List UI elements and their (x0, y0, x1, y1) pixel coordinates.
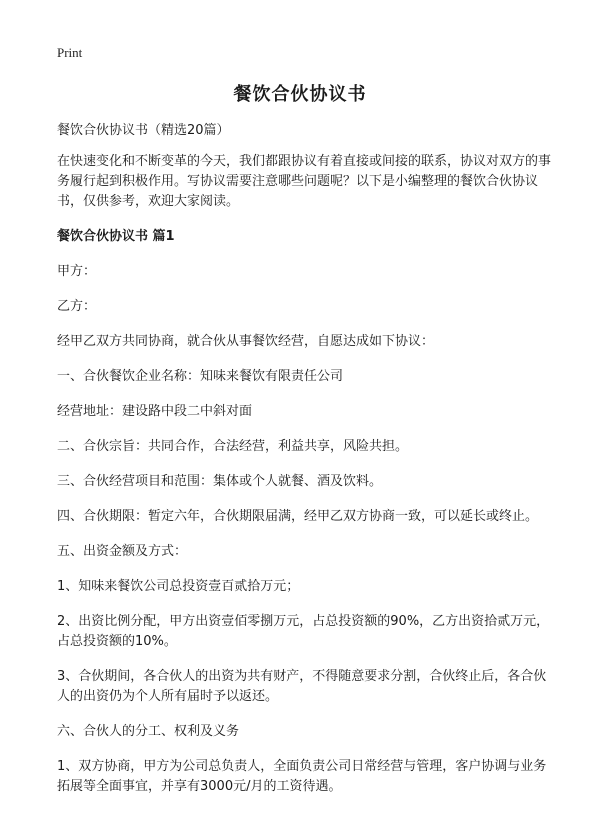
clause-purpose: 二、合伙宗旨：共同合作，合法经营，利益共享，风险共担。 (57, 439, 409, 454)
document-subtitle: 餐饮合伙协议书（精选20篇） (57, 123, 230, 138)
clause-capital-ratio: 2、出资比例分配，甲方出资壹佰零捌万元，占总投资额的90%，乙方出资拾贰万元，占总投资额的10%。 (57, 614, 550, 649)
clause-duties-party-a: 1、双方协商，甲方为公司总负责人，全面负责公司日常经营与管理，客户协调与业务拓展等全面事宜，并享有3000元/月的工资待遇。 (57, 759, 547, 794)
clause-scope: 三、合伙经营项目和范围：集体或个人就餐、酒及饮料。 (57, 474, 383, 489)
agreement-preamble: 经甲乙双方共同协商，就合伙从事餐饮经营，自愿达成如下协议： (57, 334, 435, 349)
clause-capital-property: 3、合伙期间，各合伙人的出资为共有财产，不得随意要求分割，合伙终止后，各合伙人的出资仍为个人所有届时予以返还。 (57, 669, 547, 704)
intro-paragraph: 在快速变化和不断变革的今天，我们都跟协议有着直接或间接的联系，协议对双方的事务履行起到积极作用。写协议需要注意哪些问题呢？以下是小编整理的餐饮合伙协议书，仅供参考，欢迎大家阅读。 (57, 154, 552, 209)
clause-term: 四、合伙期限：暂定六年，合伙期限届满，经甲乙双方协商一致，可以延长或终止。 (57, 509, 539, 524)
clause-capital-total: 1、知味来餐饮公司总投资壹百贰拾万元； (57, 579, 300, 594)
party-b-line: 乙方： (57, 299, 97, 314)
clause-address: 经营地址：建设路中段二中斜对面 (57, 404, 253, 419)
document-body (57, 121, 551, 812)
clause-company-name: 一、合伙餐饮企业名称：知味来餐饮有限责任公司 (57, 369, 344, 384)
clause-capital-heading: 五、出资金额及方式： (57, 544, 188, 559)
print-link[interactable]: Print (57, 45, 83, 60)
section-heading: 餐饮合伙协议书 篇1 (57, 229, 175, 244)
document-title: 餐饮合伙协议书 (233, 84, 367, 105)
party-a-line: 甲方： (57, 264, 97, 279)
clause-duties-heading: 六、合伙人的分工、权利及义务 (57, 724, 240, 739)
